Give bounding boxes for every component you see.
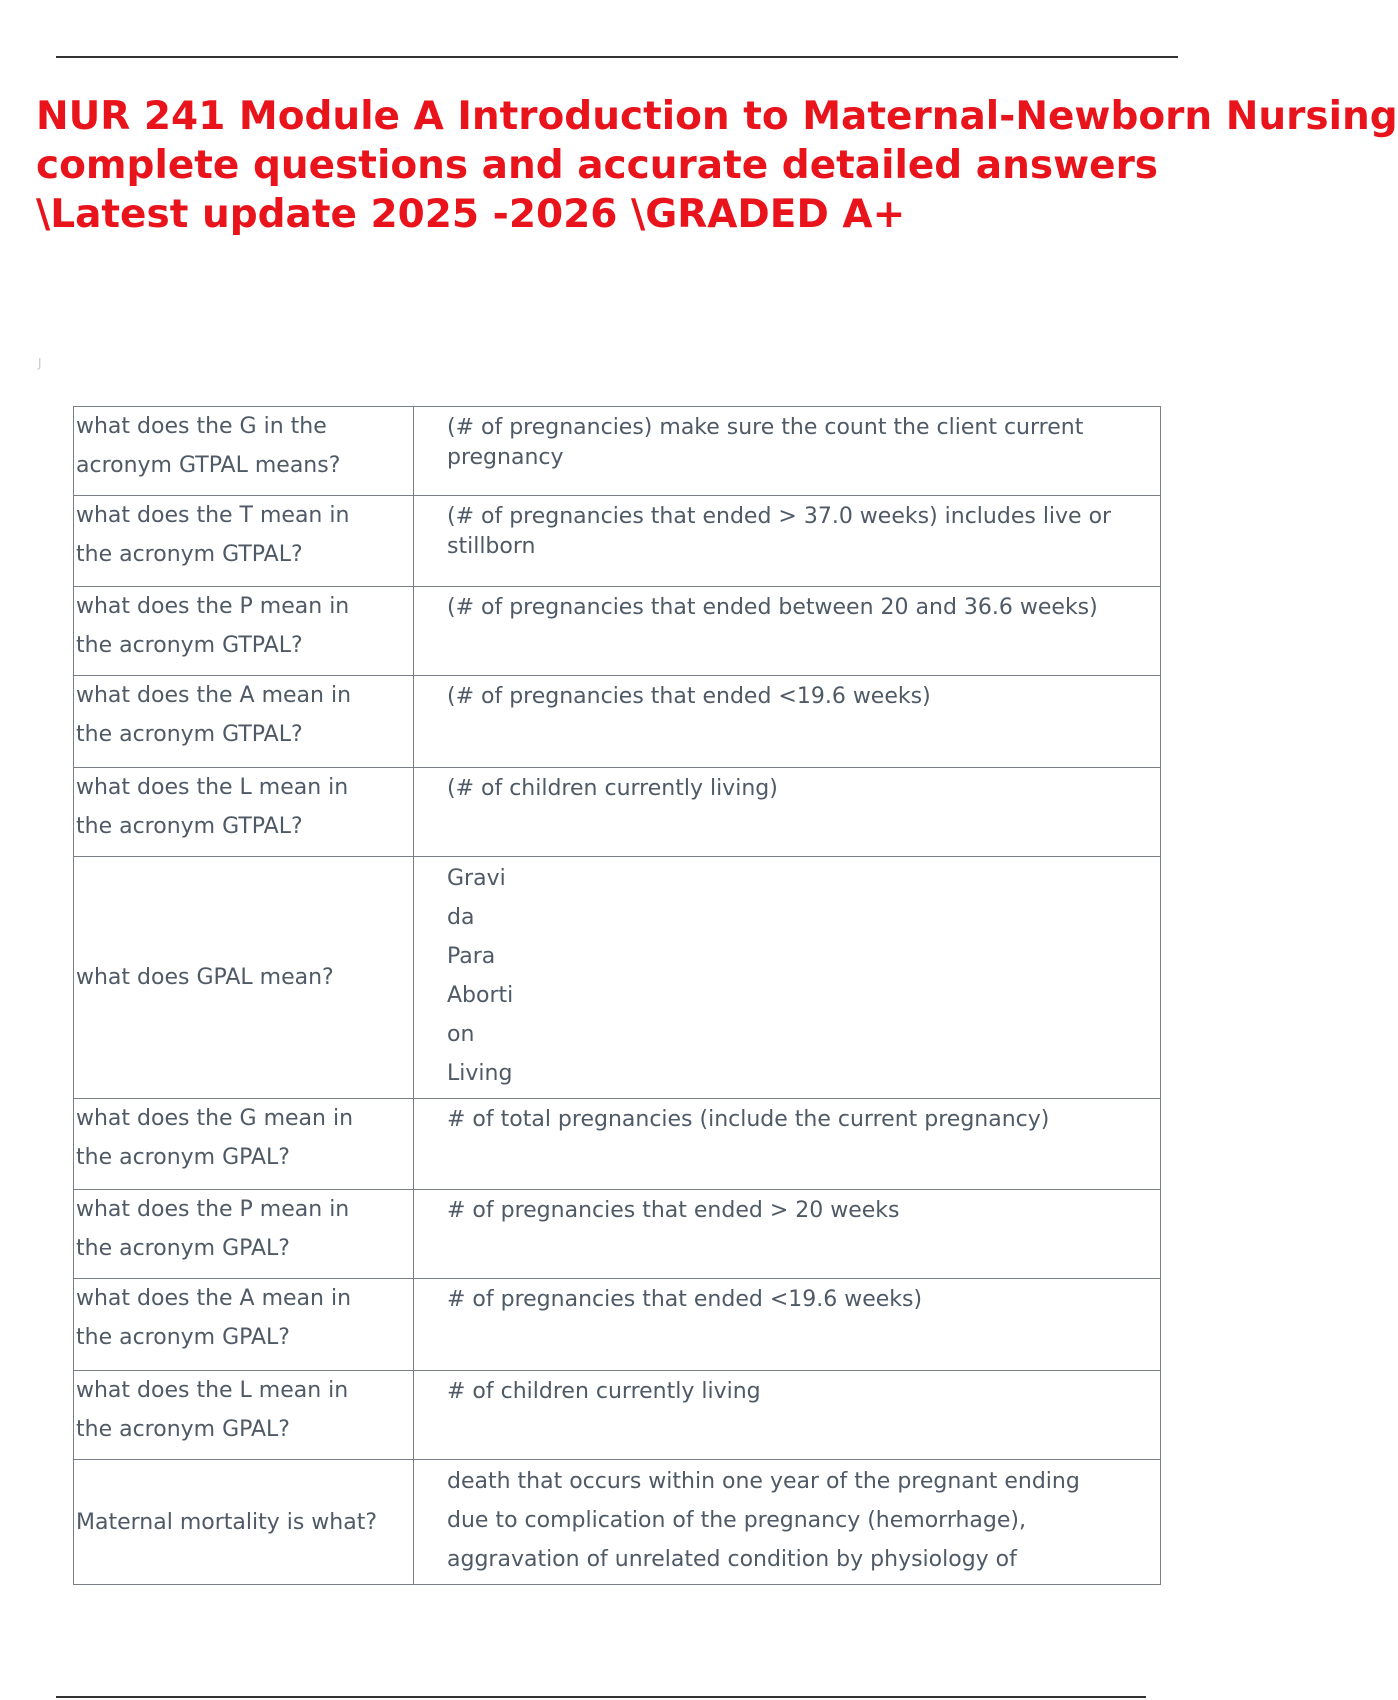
answer-cell: death that occurs within one year of the pregnant ending due to complication of the pregnancy (hemorrhage), aggravation of unrelated condition by physiology of <box>414 1460 1161 1585</box>
question-cell: what does the A mean in the acronym GPAL? <box>74 1279 414 1371</box>
answer-cell: (# of pregnancies that ended <19.6 weeks) <box>414 676 1161 768</box>
document-title <box>36 92 1398 239</box>
question-cell: what does the L mean in the acronym GPAL? <box>74 1371 414 1460</box>
title-line-1: NUR 241 Module A Introduction to Maternal-Newborn Nursing <box>36 94 1398 139</box>
table-row <box>74 1099 1161 1190</box>
question-cell: what does the A mean in the acronym GTPAL? <box>74 676 414 768</box>
question-cell: what does the P mean in the acronym GPAL? <box>74 1190 414 1279</box>
title-line-2: complete questions and accurate detailed answers <box>36 143 1159 188</box>
stray-mark: J <box>38 356 42 370</box>
answer-cell: (# of pregnancies that ended between 20 and 36.6 weeks) <box>414 587 1161 676</box>
table-row <box>74 587 1161 676</box>
question-cell: what does the P mean in the acronym GTPAL? <box>74 587 414 676</box>
qa-table <box>73 406 1161 1585</box>
answer-cell: # of pregnancies that ended <19.6 weeks) <box>414 1279 1161 1371</box>
table-row <box>74 407 1161 496</box>
answer-cell: # of total pregnancies (include the current pregnancy) <box>414 1099 1161 1190</box>
question-cell: what does GPAL mean? <box>74 857 414 1099</box>
table-row <box>74 496 1161 587</box>
answer-cell: Gravi da Para Aborti on Living <box>414 857 1161 1099</box>
table-row <box>74 1190 1161 1279</box>
table-row <box>74 857 1161 1099</box>
question-cell: what does the G mean in the acronym GPAL? <box>74 1099 414 1190</box>
table-row <box>74 1460 1161 1585</box>
answer-cell: (# of pregnancies that ended > 37.0 weeks) includes live or stillborn <box>414 496 1161 587</box>
question-cell: what does the G in the acronym GTPAL means? <box>74 407 414 496</box>
table-row <box>74 676 1161 768</box>
question-cell: what does the T mean in the acronym GTPAL? <box>74 496 414 587</box>
question-cell: what does the L mean in the acronym GTPAL? <box>74 768 414 857</box>
question-cell: Maternal mortality is what? <box>74 1460 414 1585</box>
table-row <box>74 768 1161 857</box>
table-row <box>74 1371 1161 1460</box>
answer-cell: (# of pregnancies) make sure the count the client current pregnancy <box>414 407 1161 496</box>
table-row <box>74 1279 1161 1371</box>
title-line-3: \Latest update 2025 -2026 \GRADED A+ <box>36 192 906 237</box>
answer-cell: # of pregnancies that ended > 20 weeks <box>414 1190 1161 1279</box>
answer-cell: # of children currently living <box>414 1371 1161 1460</box>
answer-cell: (# of children currently living) <box>414 768 1161 857</box>
top-divider <box>56 56 1178 58</box>
bottom-divider <box>56 1696 1146 1698</box>
